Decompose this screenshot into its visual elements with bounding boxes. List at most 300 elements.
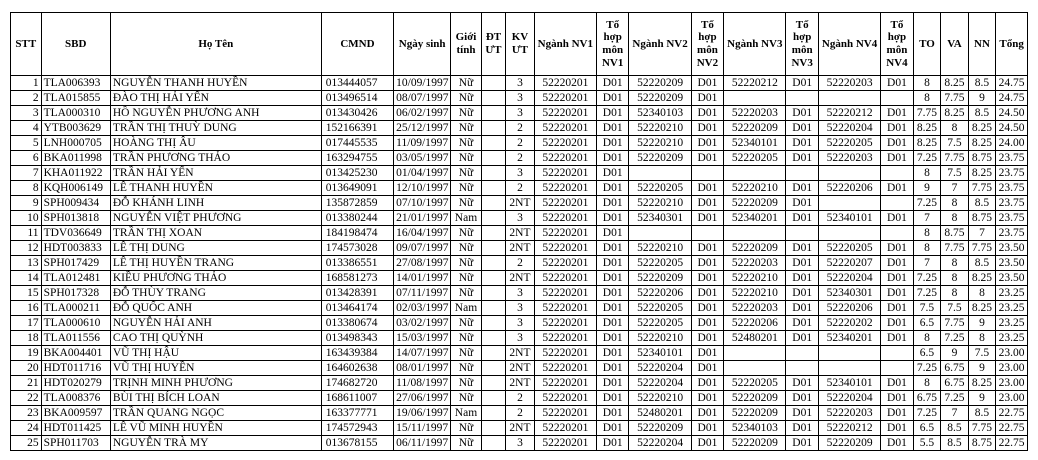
cell-nganh-nv3 — [724, 166, 786, 181]
cell-ngay-sinh: 02/03/1997 — [394, 301, 451, 316]
header-dt-ut: ĐT ƯT — [481, 13, 505, 76]
table-row — [11, 196, 1028, 211]
cell-nganh-nv4: 52220209 — [818, 436, 880, 451]
header-nganh-nv1: Ngành NV1 — [534, 13, 596, 76]
cell-kv-ut: 2 — [506, 256, 535, 271]
cell-to-hop-nv4: D01 — [881, 76, 914, 91]
cell-ho-ten: ĐỖ KHÁNH LINH — [110, 196, 321, 211]
cell-cmnd: 013380674 — [321, 316, 393, 331]
table-row — [11, 136, 1028, 151]
cell-stt: 17 — [11, 316, 42, 331]
cell-to-hop-nv2: D01 — [691, 196, 724, 211]
cell-nganh-nv4: 52220206 — [818, 181, 880, 196]
cell-to-hop-nv1: D01 — [596, 436, 629, 451]
cell-diem-to: 8 — [913, 76, 941, 91]
cell-nganh-nv4: 52220205 — [818, 241, 880, 256]
cell-cmnd: 135872859 — [321, 196, 393, 211]
cell-cmnd: 168581273 — [321, 271, 393, 286]
cell-to-hop-nv2: D01 — [691, 331, 724, 346]
cell-diem-nn: 8.25 — [968, 166, 996, 181]
cell-ho-ten: NGUYỄN HẢI ANH — [110, 316, 321, 331]
cell-to-hop-nv2: D01 — [691, 316, 724, 331]
cell-stt: 20 — [11, 361, 42, 376]
table-row — [11, 436, 1028, 451]
cell-nganh-nv4: 52220202 — [818, 316, 880, 331]
table-row — [11, 361, 1028, 376]
cell-to-hop-nv4 — [881, 196, 914, 211]
cell-cmnd: 013444057 — [321, 76, 393, 91]
cell-cmnd: 013430426 — [321, 106, 393, 121]
cell-stt: 6 — [11, 151, 42, 166]
cell-sbd: SPH017429 — [41, 256, 110, 271]
cell-nganh-nv4: 52220203 — [818, 76, 880, 91]
cell-nganh-nv1: 52220201 — [534, 91, 596, 106]
table-row — [11, 166, 1028, 181]
cell-ngay-sinh: 09/07/1997 — [394, 241, 451, 256]
cell-dt-ut — [481, 241, 505, 256]
cell-nganh-nv4 — [818, 196, 880, 211]
cell-gioi-tinh: Nữ — [451, 121, 482, 136]
cell-stt: 19 — [11, 346, 42, 361]
cell-diem-to: 8 — [913, 226, 941, 241]
cell-diem-nn: 8.5 — [968, 256, 996, 271]
table-row — [11, 346, 1028, 361]
cell-nganh-nv1: 52220201 — [534, 376, 596, 391]
cell-sbd: SPH009434 — [41, 196, 110, 211]
cell-dt-ut — [481, 106, 505, 121]
cell-to-hop-nv4: D01 — [881, 271, 914, 286]
cell-diem-to: 7.25 — [913, 361, 941, 376]
cell-stt: 4 — [11, 121, 42, 136]
cell-nganh-nv3: 52220203 — [724, 256, 786, 271]
cell-nganh-nv4: 52220212 — [818, 106, 880, 121]
cell-to-hop-nv2: D01 — [691, 436, 724, 451]
cell-to-hop-nv1: D01 — [596, 211, 629, 226]
cell-diem-va: 7.25 — [941, 391, 969, 406]
cell-sbd: TDV036649 — [41, 226, 110, 241]
table-row — [11, 301, 1028, 316]
cell-nganh-nv4: 52220203 — [818, 151, 880, 166]
cell-diem-va: 8 — [941, 271, 969, 286]
cell-nganh-nv3 — [724, 346, 786, 361]
cell-diem-va: 7.75 — [941, 91, 969, 106]
cell-kv-ut: 2NT — [506, 241, 535, 256]
cell-to-hop-nv4: D01 — [881, 106, 914, 121]
cell-to-hop-nv2: D01 — [691, 361, 724, 376]
table-row — [11, 316, 1028, 331]
cell-sbd: SPH011703 — [41, 436, 110, 451]
cell-nganh-nv2: 52220210 — [629, 331, 691, 346]
cell-gioi-tinh: Nữ — [451, 256, 482, 271]
cell-sbd: HDT011425 — [41, 421, 110, 436]
cell-dt-ut — [481, 76, 505, 91]
cell-nganh-nv3: 52480201 — [724, 331, 786, 346]
cell-nganh-nv1: 52220201 — [534, 241, 596, 256]
table-row — [11, 226, 1028, 241]
cell-stt: 12 — [11, 241, 42, 256]
cell-diem-to: 9 — [913, 181, 941, 196]
cell-sbd: BKA004401 — [41, 346, 110, 361]
cell-nganh-nv3: 52220209 — [724, 406, 786, 421]
cell-diem-to: 7.25 — [913, 271, 941, 286]
cell-diem-nn: 8.25 — [968, 121, 996, 136]
cell-gioi-tinh: Nữ — [451, 241, 482, 256]
cell-to-hop-nv3 — [786, 166, 819, 181]
cell-to-hop-nv3: D01 — [786, 376, 819, 391]
cell-tong-diem: 23.75 — [996, 226, 1028, 241]
cell-to-hop-nv2: D01 — [691, 421, 724, 436]
cell-diem-va: 8.5 — [941, 436, 969, 451]
cell-to-hop-nv1: D01 — [596, 376, 629, 391]
cell-ho-ten: ĐỖ THÙY TRANG — [110, 286, 321, 301]
cell-tong-diem: 22.75 — [996, 421, 1028, 436]
cell-ho-ten: KIỀU PHƯƠNG THẢO — [110, 271, 321, 286]
cell-diem-va: 7.5 — [941, 136, 969, 151]
cell-to-hop-nv1: D01 — [596, 361, 629, 376]
cell-tong-diem: 23.25 — [996, 286, 1028, 301]
cell-nganh-nv2: 52220209 — [629, 271, 691, 286]
cell-nganh-nv2: 52220206 — [629, 286, 691, 301]
cell-gioi-tinh: Nữ — [451, 196, 482, 211]
cell-tong-diem: 23.50 — [996, 256, 1028, 271]
cell-dt-ut — [481, 286, 505, 301]
cell-cmnd: 013464174 — [321, 301, 393, 316]
cell-sbd: KQH006149 — [41, 181, 110, 196]
cell-nganh-nv4: 52340201 — [818, 331, 880, 346]
cell-diem-nn: 8.5 — [968, 106, 996, 121]
cell-diem-to: 7.75 — [913, 106, 941, 121]
table-row — [11, 106, 1028, 121]
cell-kv-ut: 2 — [506, 136, 535, 151]
cell-diem-nn: 8.25 — [968, 376, 996, 391]
cell-tong-diem: 23.75 — [996, 166, 1028, 181]
cell-to-hop-nv1: D01 — [596, 181, 629, 196]
cell-to-hop-nv4: D01 — [881, 421, 914, 436]
cell-to-hop-nv2 — [691, 166, 724, 181]
cell-nganh-nv4: 52340101 — [818, 376, 880, 391]
cell-to-hop-nv2: D01 — [691, 406, 724, 421]
cell-stt: 8 — [11, 181, 42, 196]
cell-diem-va: 8.75 — [941, 226, 969, 241]
cell-cmnd: 017445535 — [321, 136, 393, 151]
cell-diem-to: 8.25 — [913, 136, 941, 151]
cell-dt-ut — [481, 331, 505, 346]
header-stt: STT — [11, 13, 42, 76]
admission-table — [10, 12, 1028, 451]
cell-tong-diem: 23.50 — [996, 271, 1028, 286]
cell-diem-va: 7.5 — [941, 166, 969, 181]
cell-ho-ten: LÊ THỊ DUNG — [110, 241, 321, 256]
cell-ngay-sinh: 11/09/1997 — [394, 136, 451, 151]
cell-to-hop-nv2: D01 — [691, 301, 724, 316]
cell-sbd: TLA000310 — [41, 106, 110, 121]
cell-sbd: YTB003629 — [41, 121, 110, 136]
cell-nganh-nv4: 52220204 — [818, 271, 880, 286]
cell-diem-to: 7.25 — [913, 406, 941, 421]
cell-nganh-nv2: 52220205 — [629, 301, 691, 316]
cell-gioi-tinh: Nữ — [451, 421, 482, 436]
cell-dt-ut — [481, 121, 505, 136]
cell-to-hop-nv1: D01 — [596, 286, 629, 301]
cell-dt-ut — [481, 301, 505, 316]
table-row — [11, 406, 1028, 421]
cell-stt: 5 — [11, 136, 42, 151]
cell-ho-ten: LÊ VŨ MINH HUYỀN — [110, 421, 321, 436]
cell-tong-diem: 23.75 — [996, 196, 1028, 211]
cell-ho-ten: VŨ THỊ HẬU — [110, 346, 321, 361]
cell-nganh-nv4: 52220212 — [818, 421, 880, 436]
cell-to-hop-nv3: D01 — [786, 271, 819, 286]
cell-kv-ut: 2 — [506, 151, 535, 166]
cell-diem-va: 8.25 — [941, 106, 969, 121]
cell-tong-diem: 23.50 — [996, 241, 1028, 256]
cell-kv-ut: 3 — [506, 316, 535, 331]
cell-to-hop-nv1: D01 — [596, 316, 629, 331]
cell-diem-va: 9 — [941, 346, 969, 361]
cell-to-hop-nv4 — [881, 166, 914, 181]
cell-diem-va: 8 — [941, 211, 969, 226]
cell-diem-nn: 7 — [968, 226, 996, 241]
cell-nganh-nv1: 52220201 — [534, 226, 596, 241]
cell-tong-diem: 22.75 — [996, 406, 1028, 421]
cell-kv-ut: 2 — [506, 181, 535, 196]
header-nganh-nv3: Ngành NV3 — [724, 13, 786, 76]
cell-cmnd: 174572943 — [321, 421, 393, 436]
cell-tong-diem: 24.00 — [996, 136, 1028, 151]
cell-nganh-nv1: 52220201 — [534, 166, 596, 181]
cell-dt-ut — [481, 346, 505, 361]
header-to-hop-nv4: Tổ hợp môn NV4 — [881, 13, 914, 76]
table-row — [11, 241, 1028, 256]
cell-to-hop-nv2: D01 — [691, 76, 724, 91]
cell-diem-nn: 9 — [968, 316, 996, 331]
cell-kv-ut: 2NT — [506, 346, 535, 361]
table-row — [11, 211, 1028, 226]
cell-ngay-sinh: 12/10/1997 — [394, 181, 451, 196]
cell-nganh-nv1: 52220201 — [534, 256, 596, 271]
table-row — [11, 151, 1028, 166]
cell-ho-ten: TRỊNH MINH PHƯƠNG — [110, 376, 321, 391]
cell-tong-diem: 23.75 — [996, 181, 1028, 196]
cell-nganh-nv4: 52340301 — [818, 286, 880, 301]
cell-to-hop-nv2: D01 — [691, 106, 724, 121]
cell-diem-va: 8 — [941, 286, 969, 301]
cell-kv-ut: 2 — [506, 391, 535, 406]
cell-diem-nn: 8.25 — [968, 271, 996, 286]
cell-to-hop-nv1: D01 — [596, 331, 629, 346]
cell-tong-diem: 24.75 — [996, 76, 1028, 91]
cell-diem-to: 7.25 — [913, 286, 941, 301]
cell-to-hop-nv2: D01 — [691, 181, 724, 196]
cell-diem-to: 7 — [913, 211, 941, 226]
cell-diem-to: 8 — [913, 241, 941, 256]
cell-ho-ten: HOÀNG THỊ ÂU — [110, 136, 321, 151]
cell-kv-ut: 2NT — [506, 421, 535, 436]
cell-stt: 23 — [11, 406, 42, 421]
cell-cmnd: 013386551 — [321, 256, 393, 271]
cell-ngay-sinh: 08/07/1997 — [394, 91, 451, 106]
table-row — [11, 331, 1028, 346]
cell-to-hop-nv3 — [786, 226, 819, 241]
cell-nganh-nv3: 52220205 — [724, 376, 786, 391]
cell-ho-ten: VŨ THỊ HUYỀN — [110, 361, 321, 376]
cell-nganh-nv4: 52220206 — [818, 301, 880, 316]
cell-to-hop-nv2: D01 — [691, 91, 724, 106]
header-cmnd: CMND — [321, 13, 393, 76]
cell-to-hop-nv2: D01 — [691, 376, 724, 391]
cell-gioi-tinh: Nữ — [451, 436, 482, 451]
cell-to-hop-nv1: D01 — [596, 346, 629, 361]
header-tong: Tổng — [996, 13, 1028, 76]
cell-to-hop-nv4: D01 — [881, 256, 914, 271]
cell-nganh-nv2: 52220209 — [629, 151, 691, 166]
cell-nganh-nv1: 52220201 — [534, 151, 596, 166]
cell-tong-diem: 23.00 — [996, 391, 1028, 406]
cell-diem-nn: 8 — [968, 286, 996, 301]
cell-stt: 18 — [11, 331, 42, 346]
cell-sbd: TLA015855 — [41, 91, 110, 106]
cell-tong-diem: 23.25 — [996, 331, 1028, 346]
cell-diem-to: 6.5 — [913, 421, 941, 436]
cell-stt: 1 — [11, 76, 42, 91]
cell-to-hop-nv3: D01 — [786, 421, 819, 436]
cell-nganh-nv3: 52220210 — [724, 181, 786, 196]
cell-diem-to: 8 — [913, 376, 941, 391]
cell-diem-va: 8.25 — [941, 76, 969, 91]
cell-to-hop-nv2: D01 — [691, 391, 724, 406]
cell-to-hop-nv3: D01 — [786, 76, 819, 91]
cell-nganh-nv3: 52220209 — [724, 436, 786, 451]
cell-diem-va: 6.75 — [941, 361, 969, 376]
cell-to-hop-nv2 — [691, 226, 724, 241]
cell-stt: 14 — [11, 271, 42, 286]
cell-to-hop-nv1: D01 — [596, 241, 629, 256]
cell-sbd: SPH017328 — [41, 286, 110, 301]
cell-nganh-nv1: 52220201 — [534, 106, 596, 121]
cell-ngay-sinh: 15/03/1997 — [394, 331, 451, 346]
cell-to-hop-nv2: D01 — [691, 121, 724, 136]
cell-nganh-nv1: 52220201 — [534, 301, 596, 316]
cell-ngay-sinh: 07/11/1997 — [394, 286, 451, 301]
header-sbd: SBD — [41, 13, 110, 76]
cell-ngay-sinh: 06/02/1997 — [394, 106, 451, 121]
cell-to-hop-nv3: D01 — [786, 136, 819, 151]
cell-nganh-nv2: 52220210 — [629, 196, 691, 211]
cell-dt-ut — [481, 256, 505, 271]
cell-diem-nn: 9 — [968, 391, 996, 406]
cell-diem-nn: 7.75 — [968, 241, 996, 256]
cell-diem-to: 6.5 — [913, 316, 941, 331]
cell-nganh-nv2: 52220205 — [629, 316, 691, 331]
cell-tong-diem: 23.75 — [996, 211, 1028, 226]
cell-kv-ut: 2NT — [506, 226, 535, 241]
header-to-hop-nv3: Tổ hợp môn NV3 — [786, 13, 819, 76]
cell-nganh-nv2 — [629, 166, 691, 181]
cell-to-hop-nv4: D01 — [881, 406, 914, 421]
cell-dt-ut — [481, 421, 505, 436]
cell-cmnd: 013425230 — [321, 166, 393, 181]
cell-diem-to: 6.75 — [913, 391, 941, 406]
cell-to-hop-nv4: D01 — [881, 121, 914, 136]
table-row — [11, 271, 1028, 286]
cell-tong-diem: 23.75 — [996, 151, 1028, 166]
cell-ngay-sinh: 03/02/1997 — [394, 316, 451, 331]
header-to: TO — [913, 13, 941, 76]
cell-kv-ut: 2NT — [506, 376, 535, 391]
cell-dt-ut — [481, 196, 505, 211]
cell-gioi-tinh: Nữ — [451, 391, 482, 406]
cell-nganh-nv1: 52220201 — [534, 196, 596, 211]
cell-kv-ut: 3 — [506, 436, 535, 451]
cell-to-hop-nv3: D01 — [786, 106, 819, 121]
cell-kv-ut: 3 — [506, 106, 535, 121]
cell-tong-diem: 24.50 — [996, 106, 1028, 121]
cell-gioi-tinh: Nữ — [451, 106, 482, 121]
cell-kv-ut: 2NT — [506, 361, 535, 376]
cell-diem-to: 7.5 — [913, 301, 941, 316]
cell-to-hop-nv4: D01 — [881, 436, 914, 451]
cell-to-hop-nv1: D01 — [596, 406, 629, 421]
cell-nganh-nv2: 52220204 — [629, 361, 691, 376]
cell-gioi-tinh: Nữ — [451, 376, 482, 391]
cell-ho-ten: CAO THỊ QUỲNH — [110, 331, 321, 346]
cell-nganh-nv1: 52220201 — [534, 76, 596, 91]
cell-nganh-nv1: 52220201 — [534, 391, 596, 406]
cell-sbd: BKA009597 — [41, 406, 110, 421]
cell-nganh-nv1: 52220201 — [534, 211, 596, 226]
cell-nganh-nv3: 52220210 — [724, 286, 786, 301]
cell-to-hop-nv4: D01 — [881, 391, 914, 406]
cell-nganh-nv3: 52220209 — [724, 121, 786, 136]
table-row — [11, 391, 1028, 406]
cell-sbd: TLA012481 — [41, 271, 110, 286]
cell-gioi-tinh: Nữ — [451, 166, 482, 181]
cell-gioi-tinh: Nữ — [451, 361, 482, 376]
cell-nganh-nv2: 52220205 — [629, 181, 691, 196]
cell-diem-va: 8 — [941, 121, 969, 136]
cell-to-hop-nv1: D01 — [596, 76, 629, 91]
cell-diem-nn: 8 — [968, 331, 996, 346]
cell-nganh-nv2: 52220204 — [629, 376, 691, 391]
cell-nganh-nv4: 52220204 — [818, 121, 880, 136]
cell-gioi-tinh: Nữ — [451, 346, 482, 361]
cell-sbd: KHA011922 — [41, 166, 110, 181]
cell-nganh-nv2: 52220204 — [629, 436, 691, 451]
cell-ho-ten: LÊ THỊ HUYỀN TRANG — [110, 256, 321, 271]
cell-sbd: BKA011998 — [41, 151, 110, 166]
cell-sbd: TLA008376 — [41, 391, 110, 406]
table-row — [11, 181, 1028, 196]
cell-ngay-sinh: 14/01/1997 — [394, 271, 451, 286]
table-row — [11, 91, 1028, 106]
cell-nganh-nv1: 52220201 — [534, 121, 596, 136]
cell-nganh-nv2 — [629, 226, 691, 241]
cell-dt-ut — [481, 91, 505, 106]
cell-to-hop-nv1: D01 — [596, 256, 629, 271]
cell-nganh-nv3 — [724, 361, 786, 376]
cell-gioi-tinh: Nữ — [451, 91, 482, 106]
cell-tong-diem: 23.25 — [996, 316, 1028, 331]
cell-to-hop-nv4: D01 — [881, 241, 914, 256]
table-body — [11, 76, 1028, 451]
cell-to-hop-nv1: D01 — [596, 91, 629, 106]
cell-nganh-nv3: 52220209 — [724, 196, 786, 211]
cell-cmnd: 013649091 — [321, 181, 393, 196]
cell-diem-va: 7 — [941, 181, 969, 196]
cell-dt-ut — [481, 226, 505, 241]
cell-diem-nn: 8.75 — [968, 211, 996, 226]
cell-tong-diem: 23.25 — [996, 301, 1028, 316]
